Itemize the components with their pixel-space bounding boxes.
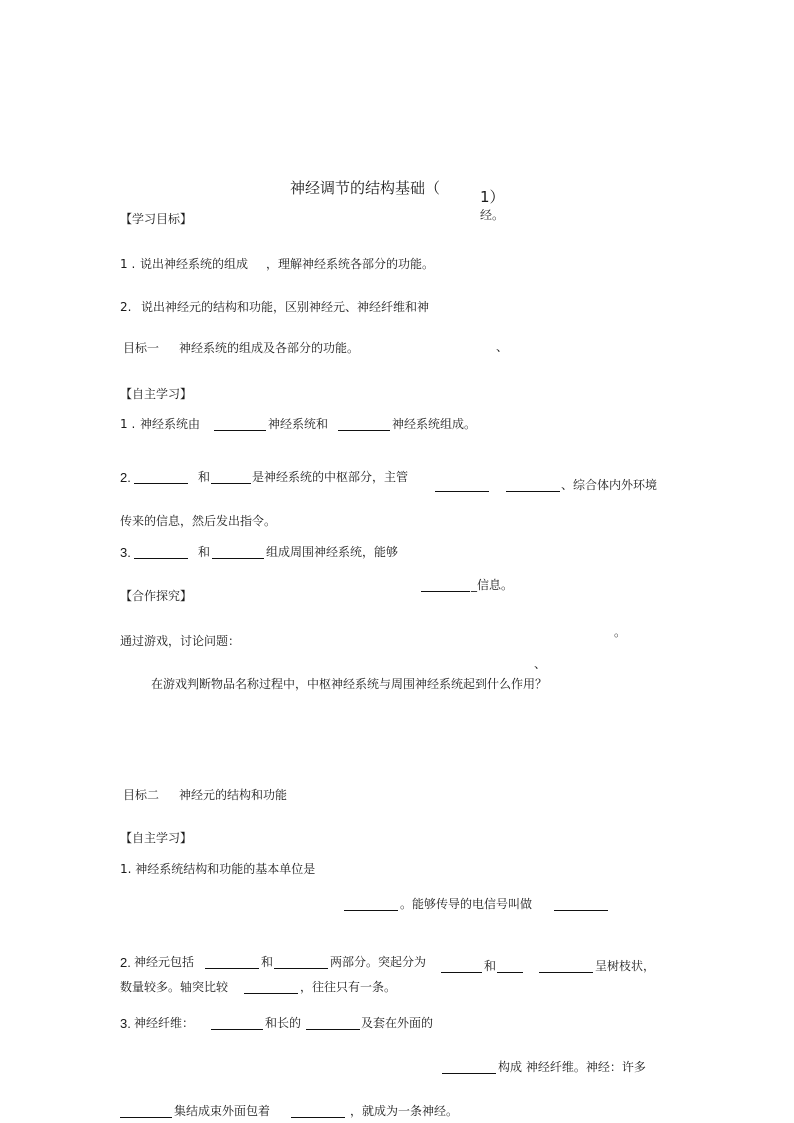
title-tail-text: 经。 — [480, 208, 505, 222]
n2-and-2: 和 — [484, 959, 497, 973]
n3-line-2: 构成 神经纤维。神经：许多 — [498, 1060, 646, 1074]
n3-blank-3[interactable] — [442, 1073, 496, 1074]
stray-mark: 、 — [534, 657, 547, 671]
n2-line-2-b: ，往往只有一条。 — [300, 980, 397, 994]
stray-mark: 、 — [496, 340, 509, 354]
page-title-number: 1） — [480, 188, 505, 206]
q1-text-c: 神经系统组成。 — [392, 417, 477, 431]
q1-blank-1[interactable] — [214, 430, 266, 431]
n3-line-3-b: ，就成为一条神经。 — [350, 1104, 459, 1118]
n1-blank-2[interactable] — [554, 910, 608, 911]
q1-text-a: 神经系统由 — [140, 417, 201, 431]
goal-1-text-b: ，理解神经系统各部分的功能。 — [266, 257, 435, 271]
n3-blank-2[interactable] — [306, 1029, 360, 1030]
n3-text-b: 和长的 — [265, 1016, 302, 1030]
n2-blank-6[interactable] — [244, 993, 298, 994]
n3-text-c: 及套在外面的 — [361, 1016, 434, 1030]
section-self-study-1: 【自主学习】 — [120, 387, 193, 401]
q2-blank-2[interactable] — [211, 483, 251, 484]
q2-text-b: 是神经系统的中枢部分，主管 — [252, 470, 409, 484]
n2-number: 2. — [120, 955, 131, 970]
q2-text-c: 、综合体内外环境 — [561, 478, 658, 492]
n2-blank-2[interactable] — [274, 968, 328, 969]
goal-1-number: 1 . — [120, 257, 136, 271]
q3-blank-1[interactable] — [134, 558, 188, 559]
n3-blank-5[interactable] — [291, 1117, 345, 1118]
n3-text-a: 神经纤维： — [134, 1016, 195, 1030]
q1-blank-2[interactable] — [338, 430, 390, 431]
q3-blank-2[interactable] — [212, 558, 264, 559]
page-title: 神经调节的结构基础（ — [290, 179, 441, 197]
n2-blank-3[interactable] — [441, 972, 482, 973]
q1-text-b: 神经系统和 — [268, 417, 329, 431]
target-1-text: 神经系统的组成及各部分的功能。 — [179, 341, 360, 355]
n2-blank-1[interactable] — [205, 968, 259, 969]
q1-number: 1 . — [120, 417, 136, 431]
n2-blank-4[interactable] — [497, 972, 523, 973]
q2-blank-1[interactable] — [134, 483, 188, 484]
q3-text-b: 组成周围神经系统，能够 — [266, 545, 399, 559]
n1-text-b: 。能够传导的电信号叫做 — [400, 897, 533, 911]
n3-number: 3. — [120, 1016, 131, 1031]
target-1-label: 目标一 — [123, 341, 160, 355]
q2-blank-4[interactable] — [506, 491, 560, 492]
q2-and: 和 — [198, 470, 211, 484]
n3-blank-1[interactable] — [211, 1029, 263, 1030]
n3-blank-4[interactable] — [120, 1117, 172, 1118]
q2-blank-3[interactable] — [435, 491, 489, 492]
n2-blank-5[interactable] — [539, 972, 593, 973]
n2-text-c: 呈树枝状， — [595, 959, 656, 973]
n2-text-b: 两部分。突起分为 — [330, 955, 427, 969]
game-question: 在游戏判断物品名称过程中，中枢神经系统与周围神经系统起到什么作用？ — [151, 677, 548, 691]
n1-text: 1. 神经系统结构和功能的基本单位是 — [120, 862, 316, 876]
section-learning-goals: 【学习目标】 — [120, 212, 193, 226]
n2-text-a: 神经元包括 — [134, 955, 195, 969]
goal-1-text-a: 说出神经系统的组成 — [140, 257, 249, 271]
target-2-text: 神经元的结构和功能 — [179, 788, 288, 802]
q3-blank-3[interactable] — [421, 591, 470, 592]
goal-2-number: 2. — [120, 300, 132, 314]
q3-tail: _信息。 — [471, 578, 514, 592]
n2-and: 和 — [261, 955, 274, 969]
section-self-study-2: 【自主学习】 — [120, 831, 193, 845]
n2-line-2-a: 数量较多。轴突比较 — [120, 980, 229, 994]
q2-line-2: 传来的信息，然后发出指令。 — [120, 514, 277, 528]
target-2-label: 目标二 — [123, 788, 160, 802]
goal-2-text: 说出神经元的结构和功能，区别神经元、神经纤维和神 — [141, 300, 430, 314]
n3-line-3-a: 集结成束外面包着 — [174, 1104, 271, 1118]
q2-number: 2. — [120, 470, 131, 485]
stray-mark: 。 — [614, 625, 627, 639]
section-cooperate: 【合作探究】 — [120, 589, 193, 603]
q3-number: 3. — [120, 545, 131, 560]
game-intro: 通过游戏，讨论问题： — [120, 634, 241, 648]
q3-and: 和 — [198, 545, 211, 559]
n1-blank-1[interactable] — [344, 910, 398, 911]
